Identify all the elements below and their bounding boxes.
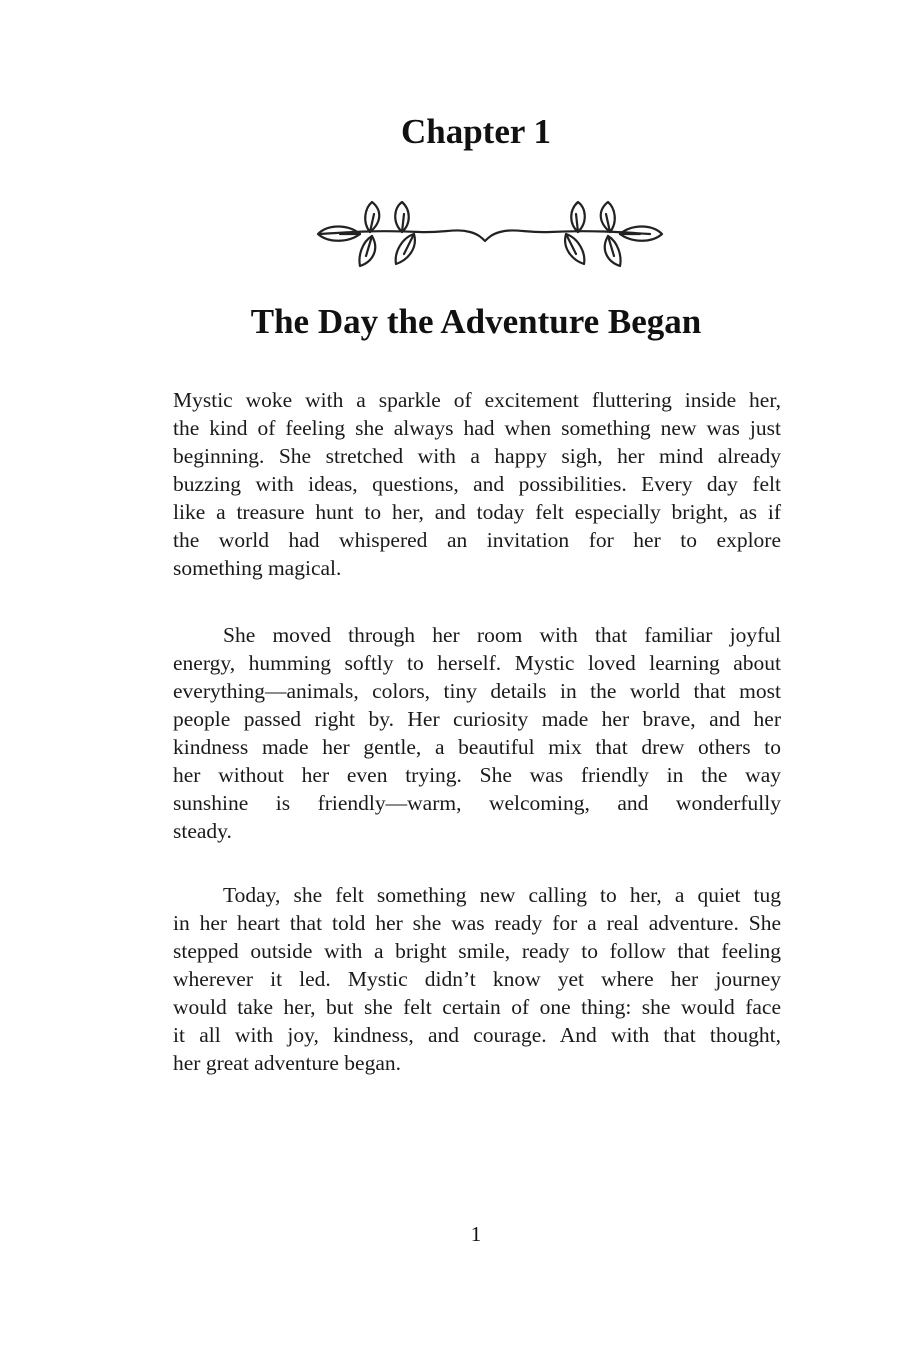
paragraph-3	[173, 881, 781, 1077]
text-line: buzzing with ideas, questions, and possibilities. Every day felt	[173, 472, 781, 496]
paragraph-1	[173, 386, 781, 582]
text-line: Today, she felt something new calling to her, a quiet tug	[223, 883, 781, 907]
text-line: her without her even trying. She was friendly in the way	[173, 763, 781, 787]
text-line: it all with joy, kindness, and courage. And with that thought,	[173, 1023, 781, 1047]
text-line: She moved through her room with that familiar joyful	[223, 623, 781, 647]
text-line: kindness made her gentle, a beautiful mix that drew others to	[173, 735, 781, 759]
text-line: in her heart that told her she was ready for a real adventure. She	[173, 911, 781, 935]
paragraph-2	[173, 621, 781, 845]
text-line: her great adventure began.	[173, 1051, 402, 1075]
text-line: the kind of feeling she always had when something new was just	[173, 416, 781, 440]
text-line: the world had whispered an invitation for her to explore	[173, 528, 781, 552]
text-line: energy, humming softly to herself. Mystic loved learning about	[173, 651, 781, 675]
page-number: 1	[470, 1222, 482, 1246]
text-line: something magical.	[173, 556, 342, 580]
text-line: would take her, but she felt certain of one thing: she would face	[173, 995, 781, 1019]
chapter-title: The Day the Adventure Began	[250, 302, 702, 341]
text-line: stepped outside with a bright smile, ready to follow that feeling	[173, 939, 781, 963]
text-line: wherever it led. Mystic didn’t know yet where her journey	[173, 967, 781, 991]
text-line: people passed right by. Her curiosity made her brave, and her	[173, 707, 781, 731]
leaf-vine-divider-icon	[310, 196, 670, 272]
text-line: like a treasure hunt to her, and today felt especially bright, as if	[173, 500, 781, 524]
text-line: steady.	[173, 819, 232, 843]
chapter-label: Chapter 1	[400, 112, 552, 151]
text-line: beginning. She stretched with a happy sigh, her mind already	[173, 444, 781, 468]
text-line: sunshine is friendly—warm, welcoming, and wonderfully	[173, 791, 781, 815]
text-line: everything—animals, colors, tiny details in the world that most	[173, 679, 781, 703]
text-line: Mystic woke with a sparkle of excitement fluttering inside her,	[173, 388, 781, 412]
